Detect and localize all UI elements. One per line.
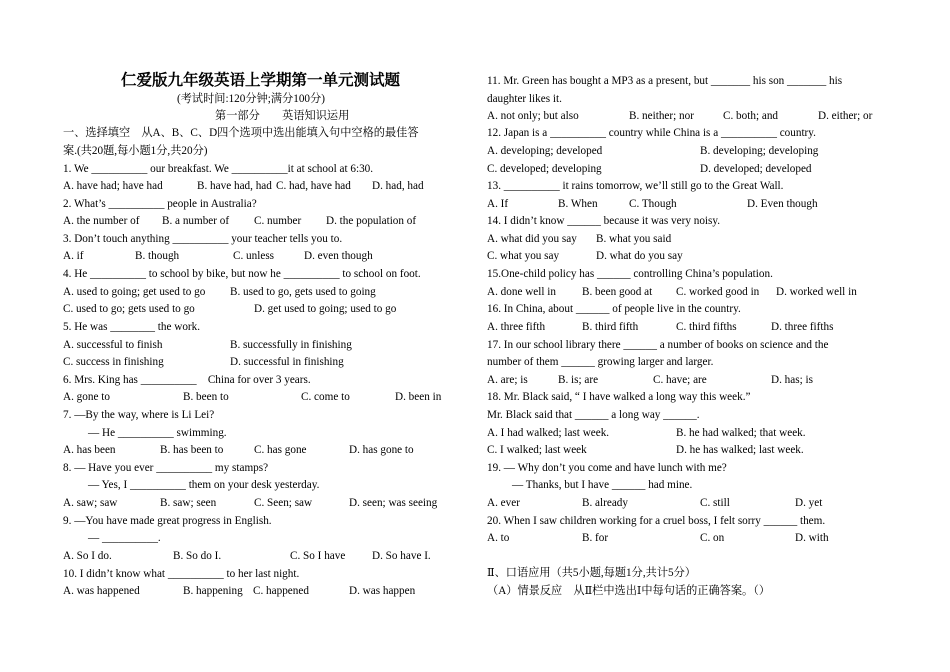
- option-a: A. are; is: [487, 374, 528, 386]
- question-19-reply: ― Thanks, but I have ______ had mine.: [512, 479, 693, 491]
- option-c: C. unless: [233, 250, 275, 262]
- option-a: A. to: [487, 532, 510, 544]
- option-d: D. get used to going; used to go: [254, 303, 397, 315]
- option-b: B. saw; seen: [160, 497, 217, 509]
- option-a: A. what did you say: [487, 233, 577, 245]
- option-b: B. though: [135, 250, 180, 262]
- option-a: A. have had; have had: [63, 180, 163, 192]
- option-d: D. has gone to: [349, 444, 414, 456]
- section2a-heading: （A）情景反应 从Ⅱ栏中选出Ⅰ中每句话的正确答案。（）: [487, 585, 771, 597]
- question-20: 20. When I saw children working for a cruel boss, I felt sorry ______ them.: [487, 515, 826, 527]
- option-b: B. neither; nor: [629, 110, 694, 122]
- option-b: B. When: [558, 198, 598, 210]
- option-c: C. used to go; gets used to go: [63, 303, 195, 315]
- options-16: [487, 320, 887, 334]
- section2-heading: Ⅱ、口语应用（共5小题,每题1分,共计5分）: [487, 567, 696, 579]
- option-c: C. happened: [253, 585, 309, 597]
- option-a: A. I had walked; last week.: [487, 427, 610, 439]
- options-6: [63, 390, 470, 404]
- option-a: A. if: [63, 250, 84, 262]
- options-18a: [487, 426, 887, 440]
- option-c: C. worked good in: [676, 286, 760, 298]
- option-d: D. Even though: [747, 198, 818, 210]
- options-3: [63, 249, 470, 263]
- option-a: A. So I do.: [63, 550, 112, 562]
- option-c: C. I walked; last week: [487, 444, 587, 456]
- option-b: B. third fifth: [582, 321, 639, 333]
- options-4b: [63, 302, 470, 316]
- option-c: C. has gone: [254, 444, 307, 456]
- option-b: B. happening: [183, 585, 243, 597]
- options-17: [487, 373, 887, 387]
- options-18b: [487, 443, 887, 457]
- options-14a: [487, 232, 887, 246]
- part-heading: 第一部分 英语知识运用: [215, 110, 350, 122]
- option-c: C. come to: [301, 391, 350, 403]
- question-3: 3. Don’t touch anything __________ your teacher tells you to.: [63, 233, 343, 245]
- question-7-reply: ― He __________ swimming.: [88, 427, 227, 439]
- option-c: C. So I have: [290, 550, 346, 562]
- option-c: C. still: [700, 497, 730, 509]
- option-b: B. have had, had: [197, 180, 272, 192]
- options-9: [63, 549, 470, 563]
- question-8: 8. ― Have you ever __________ my stamps?: [63, 462, 269, 474]
- question-7: 7. ―By the way, where is Li Lei?: [63, 409, 215, 421]
- option-c: C. had, have had: [276, 180, 351, 192]
- option-a: A. done well in: [487, 286, 556, 298]
- option-d: D. been in: [395, 391, 442, 403]
- question-13: 13. __________ it rains tomorrow, we’ll still go to the Great Wall.: [487, 180, 784, 192]
- options-12b: [487, 162, 887, 176]
- option-b: B. a number of: [162, 215, 230, 227]
- option-d: D. So have I.: [372, 550, 431, 562]
- option-c: C. Seen; saw: [254, 497, 313, 509]
- option-c: C. what you say: [487, 250, 560, 262]
- question-18-cont: Mr. Black said that ______ a long way ______.: [487, 409, 700, 421]
- option-b: B. used to go, gets used to going: [230, 286, 376, 298]
- options-14b: [487, 249, 887, 263]
- question-11: 11. Mr. Green has bought a MP3 as a present, but _______ his son _______ his: [487, 75, 843, 87]
- option-a: A. successful to finish: [63, 339, 163, 351]
- option-b: B. is; are: [558, 374, 599, 386]
- question-19: 19. ― Why don’t you come and have lunch with me?: [487, 462, 727, 474]
- option-c: C. both; and: [723, 110, 779, 122]
- option-d: D. developed; developed: [700, 163, 812, 175]
- option-d: D. either; or: [818, 110, 873, 122]
- option-b: B. he had walked; that week.: [676, 427, 806, 439]
- question-2: 2. What’s __________ people in Australia?: [63, 198, 257, 210]
- option-b: B. successfully in finishing: [230, 339, 352, 351]
- option-a: A. saw; saw: [63, 497, 118, 509]
- option-d: D. the population of: [326, 215, 417, 227]
- option-a: A. developing; developed: [487, 145, 603, 157]
- option-b: B. already: [582, 497, 628, 509]
- options-11: [487, 109, 887, 123]
- options-2: [63, 214, 470, 228]
- option-d: D. three fifths: [771, 321, 834, 333]
- question-14: 14. I didn’t know ______ because it was very noisy.: [487, 215, 721, 227]
- option-d: D. even though: [304, 250, 373, 262]
- option-d: D. seen; was seeing: [349, 497, 438, 509]
- option-c: C. number: [254, 215, 302, 227]
- options-13: [487, 197, 887, 211]
- option-d: D. what do you say: [596, 250, 683, 262]
- question-12: 12. Japan is a __________ country while China is a __________ country.: [487, 127, 816, 139]
- section1-heading: 一、选择填空 从A、B、C、D四个选项中选出能填入句中空格的最佳答: [63, 127, 419, 139]
- question-5: 5. He was ________ the work.: [63, 321, 201, 333]
- option-d: D. yet: [795, 497, 823, 509]
- question-17-cont: number of them ______ growing larger and larger.: [487, 356, 714, 368]
- option-a: A. the number of: [63, 215, 140, 227]
- options-5a: [63, 338, 470, 352]
- option-c: C. third fifths: [676, 321, 737, 333]
- option-a: A. was happened: [63, 585, 140, 597]
- option-c: C. on: [700, 532, 725, 544]
- option-b: B. been good at: [582, 286, 653, 298]
- options-20: [487, 531, 887, 545]
- options-8: [63, 496, 470, 510]
- option-d: D. he has walked; last week.: [676, 444, 804, 456]
- options-15: [487, 285, 887, 299]
- document-title: 仁爱版九年级英语上学期第一单元测试题: [121, 71, 401, 89]
- option-d: D. had, had: [372, 180, 424, 192]
- option-b: B. has been to: [160, 444, 224, 456]
- option-d: D. worked well in: [776, 286, 857, 298]
- question-10: 10. I didn’t know what __________ to her last night.: [63, 568, 300, 580]
- option-a: A. not only; but also: [487, 110, 579, 122]
- option-d: D. has; is: [771, 374, 813, 386]
- section1-heading-cont: 案.(共20题,每小题1分,共20分): [63, 145, 208, 157]
- options-10: [63, 584, 470, 598]
- options-1: [63, 179, 470, 193]
- options-4a: [63, 285, 470, 299]
- question-17: 17. In our school library there ______ a number of books on science and the: [487, 339, 829, 351]
- question-15: 15.One-child policy has ______ controlling China’s population.: [487, 268, 773, 280]
- option-b: B. developing; developing: [700, 145, 819, 157]
- options-7: [63, 443, 470, 457]
- option-d: D. with: [795, 532, 829, 544]
- option-a: A. If: [487, 198, 509, 210]
- option-d: D. was happen: [349, 585, 416, 597]
- options-5b: [63, 355, 470, 369]
- option-c: C. developed; developing: [487, 163, 602, 175]
- question-1: 1. We __________ our breakfast. We __________it at school at 6:30.: [63, 163, 374, 175]
- question-4: 4. He __________ to school by bike, but now he __________ to school on foot.: [63, 268, 421, 280]
- option-a: A. ever: [487, 497, 520, 509]
- option-a: A. used to going; get used to go: [63, 286, 206, 298]
- options-12a: [487, 144, 887, 158]
- option-c: C. success in finishing: [63, 356, 164, 368]
- option-b: B. for: [582, 532, 609, 544]
- option-d: D. successful in finishing: [230, 356, 344, 368]
- question-11-cont: daughter likes it.: [487, 93, 562, 105]
- options-19: [487, 496, 887, 510]
- question-6: 6. Mrs. King has __________ China for over 3 years.: [63, 374, 311, 386]
- option-a: A. three fifth: [487, 321, 546, 333]
- question-16: 16. In China, about ______ of people live in the country.: [487, 303, 741, 315]
- option-b: B. what you said: [596, 233, 672, 245]
- option-c: C. Though: [629, 198, 677, 210]
- question-8-reply: ― Yes, I __________ them on your desk yesterday.: [88, 479, 320, 491]
- question-9-reply: ― __________.: [88, 532, 161, 544]
- exam-info: (考试时间:120分钟;满分100分): [177, 93, 325, 105]
- option-c: C. have; are: [653, 374, 707, 386]
- question-9: 9. ―You have made great progress in English.: [63, 515, 272, 527]
- option-a: A. has been: [63, 444, 116, 456]
- option-a: A. gone to: [63, 391, 110, 403]
- option-b: B. So do I.: [173, 550, 222, 562]
- question-18: 18. Mr. Black said, “ I have walked a long way this week.”: [487, 391, 751, 403]
- option-b: B. been to: [183, 391, 229, 403]
